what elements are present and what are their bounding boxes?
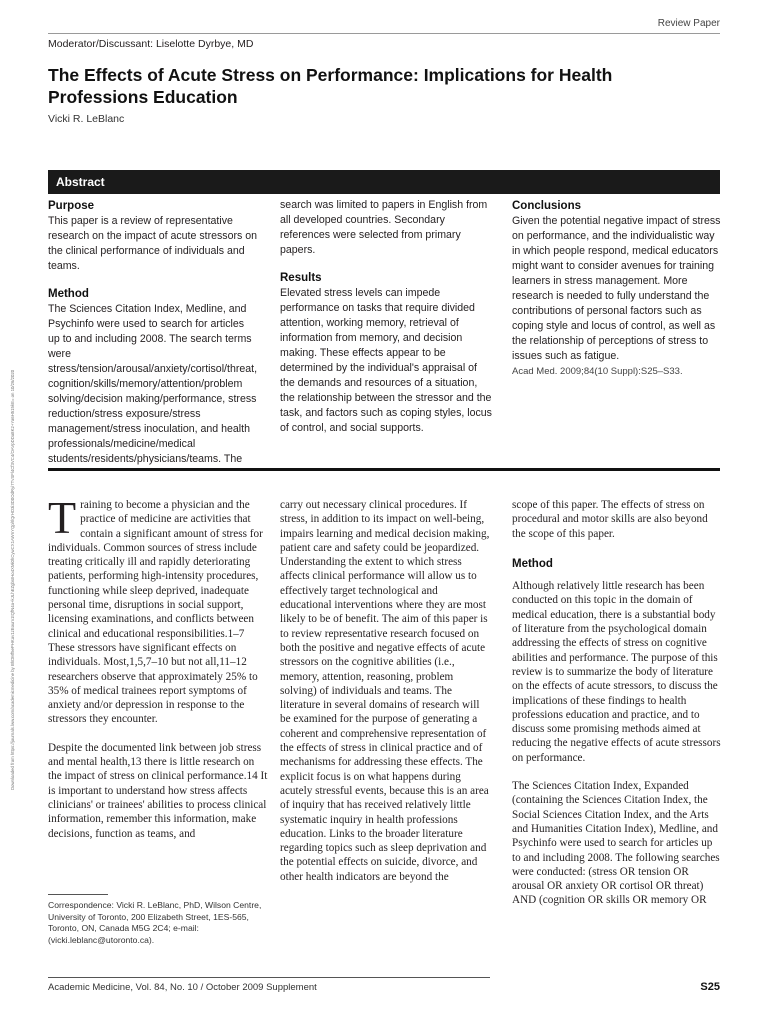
purpose-heading: Purpose: [48, 200, 95, 212]
body-column-1: [48, 492, 268, 855]
conclusions-text: Given the potential negative impact of stress on performance, and the individualistic way in which people respond, medical educators might want to consider avenues for training learners in stress management. More research is needed to fully understand the contributions of personal factors such as coping style and locus of control, as well as the relationship of perceptions of stress to issues such as fatigue.: [512, 215, 721, 362]
intro-paragraph-4: scope of this paper. The effects of stress on procedural and motor skills are also beyond the scope of this paper.: [512, 499, 708, 540]
side-margin-text: Downloaded from https://journals.lww.com/academicmedicine by BhDMf5ePHKav1zEoum1tQfN4a+kJLhEZgbsIHo4XMi0hCywCX1AWnYQp/IlQrHD3i3D0OdRyi7TvSFl4Cf3VC4/OAVpDDa8K2+Ya6H515kE= on 10/26/2020: [10, 369, 15, 790]
header-rule: [48, 33, 720, 34]
abstract-bottom-rule: [48, 468, 720, 471]
intro-paragraph-3: carry out necessary clinical procedures. If stress, in addition to its impact on well-being, impairs learning and medical decision making, patient care and safety could be jeopardized. Understanding the extent to which stress affects clinical performance will allow us to effectively target technological and educational interventions where they are most likely to be of benefit. The aim of this paper is to review representative research focused on both the positive and negative effects of acute stressors on the cognitive abilities (i.e., memory, attention, reasoning, problem solving) of individuals and teams. The literature in several domains of research will be examined for the purpose of generating a coherent and comprehensive representation of the effects of stress in clinical practice and of mechanisms for addressing these effects. The explicit focus is on what happens during acutely stressful events, because this is an area of inquiry that has received relatively little systematic inquiry in health professions education. Links to the broader literature regarding topics such as sleep deprivation and the potential effects on suicide, divorce, and other health indicators are beyond the: [280, 499, 490, 883]
abstract-method-text-continued: search was limited to papers in English from all developed countries. Secondary references were selected from primary papers.: [280, 199, 488, 256]
page-number: S25: [700, 981, 720, 993]
abstract-citation: Acad Med. 2009;84(10 Suppl):S25–S33.: [512, 366, 683, 377]
abstract-column-1: [48, 198, 258, 467]
article-title: The Effects of Acute Stress on Performance: Implications for Health Professions Education: [48, 65, 613, 107]
abstract-column-3: [512, 198, 722, 379]
body-column-3: [512, 498, 722, 922]
abstract-heading: Abstract: [56, 175, 105, 189]
results-heading: Results: [280, 272, 322, 284]
footer-journal: Academic Medicine, Vol. 84, No. 10 / October 2009 Supplement: [48, 982, 317, 993]
article-author: Vicki R. LeBlanc: [48, 113, 125, 125]
correspondence-rule: [48, 894, 108, 895]
abstract-method-text: The Sciences Citation Index, Medline, and Psychinfo were used to search for articles up to and including 2008. The search terms were stress/tension/arousal/anxiety/cortisol/threat, cognition/skills/memory/attention/problem solving/decision making/performance, stress reduction/stress exposure/stress management/stress inoculation, and health professionals/medicine/medical students/residents/physicians/teams. The: [48, 303, 258, 465]
intro-paragraph-1: [48, 492, 268, 727]
purpose-text: This paper is a review of representative research on the impact of acute stressors on the clinical performance of individuals and teams.: [48, 215, 258, 272]
method-paragraph-1: Although relatively little research has been conducted on this topic in the domain of medical education, there is a substantial body of literature from the psychological domain addressing the effects of stress on cognitive abilities and performance. The purpose of this review is to summarize the body of literature on the effects of acute stressors, to discuss the implications of these findings to health professions education and practice, and to discuss some promising methods aimed at reducing the negative effects of acute stressors on performance.: [512, 580, 721, 764]
abstract-banner: [48, 170, 720, 194]
body-column-2: [280, 498, 492, 898]
drop-cap: T: [48, 492, 77, 543]
intro-paragraph-1-text: raining to become a physician and the practice of medicine are activities that contain a significant amount of stress for individuals. Common sources of stress include treating critically ill and rapidly deteriorating patients, performing high-intensity procedures, functioning while sleep deprived, inadequate personal time, disruptions in social support, licensing examinations, and conflicts between clinical and educational responsibilities.1–7 These stressors have significant effects on individuals. Most,1,5,7–10 but not all,11–12 researchers observe that approximately 25% to 35% of medical trainees report symptoms of anxiety and/or depression in response to the stressors they encounter.: [48, 499, 263, 726]
method-section-heading: Method: [512, 557, 553, 570]
section-label: Review Paper: [657, 18, 720, 29]
method-paragraph-2: The Sciences Citation Index, Expanded (containing the Sciences Citation Index, the Social Sciences Citation Index, and the Arts and Humanities Citation Index), Medline, and Psychinfo were used to search for articles up to and including 2008. The following searches were conducted: (stress OR tension OR arousal OR anxiety OR cortisol OR threat) AND (cognition OR skills OR memory OR: [512, 780, 720, 907]
conclusions-heading: Conclusions: [512, 200, 582, 212]
correspondence-note: Correspondence: Vicki R. LeBlanc, PhD, Wilson Centre, University of Toronto, 200 Elizabeth Street, 1ES-565, Toronto, ON, Canada M5G 2C4; e-mail: (vicki.leblanc@utoronto.ca).: [48, 900, 262, 945]
footer-rule: [48, 977, 490, 978]
intro-paragraph-2: Despite the documented link between job stress and mental health,13 there is little research on the impact of stress on clinical performance.14 It is important to understand how stress affects clinicians' or trainees' abilities to process clinical information, remember this information, make decisions, function as teams, and: [48, 741, 268, 840]
results-text: Elevated stress levels can impede performance on tasks that require divided attention, working memory, retrieval of information from memory, and decision making. These effects appear to be determined by the individual's appraisal of the demands and resources of a situation, the relationship between the stressor and the task, and factors such as coping styles, locus of control, and social supports.: [280, 287, 492, 434]
abstract-method-heading: Method: [48, 288, 89, 300]
abstract-column-2: [280, 198, 492, 436]
moderator-line: Moderator/Discussant: Liselotte Dyrbye, MD: [48, 38, 254, 50]
